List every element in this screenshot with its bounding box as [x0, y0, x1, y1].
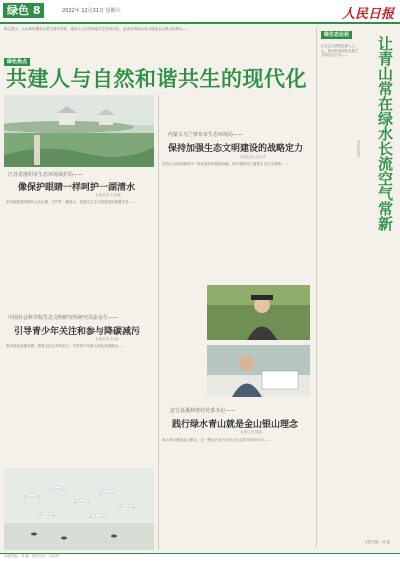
article-2-kicker: 中国社会科学院生态文明研究所研究员张永生——: [8, 315, 119, 321]
article-3-kicker: 内蒙古乌兰察布市生态环境局——: [168, 132, 244, 138]
portrait-photo-1: [207, 285, 310, 340]
sidebar-body: [321, 250, 393, 535]
article-1-body: 洪泽湖是我国第四大淡水湖，守护好一湖清水，是淮安生态文明建设的重要任务……: [6, 200, 136, 204]
section-tag: 绿色焦点: [4, 58, 30, 66]
article-3-title: 保持加强生态文明建设的战略定力: [168, 144, 304, 154]
article-2-byline: 本报记者 刘 毅: [95, 337, 119, 341]
sidebar-divider: [316, 27, 317, 547]
header-rule: [0, 22, 400, 24]
article-3-byline: 本报记者 寇江泽: [240, 155, 266, 159]
sidebar-tag: 绿生态论苑: [321, 31, 352, 39]
article-4-byline: 本报记者 顾春: [240, 430, 263, 434]
sidebar-note: 让生态文明理念深入人心，推动形成绿色发展方式和生活方式……: [321, 44, 359, 57]
article-1-kicker: 江苏省淮阴市生态环境保护局——: [8, 172, 84, 178]
article-1-title: 像保护眼睛一样呵护一湖清水: [18, 183, 136, 193]
article-2-body: 推动绿色低碳发展，需要全社会共同参与，引导青少年树立绿色发展理念……: [6, 344, 125, 348]
wetland-birds-photo: [4, 468, 154, 550]
intro-paragraph: 核心提示：山水林田湖草沙是生命共同体，建设人与自然和谐共生的现代化，必须坚持绿水青山就是金山银山的理念……: [4, 27, 190, 31]
portrait-photo-2: [207, 345, 310, 397]
page-headline: 共建人与自然和谐共生的现代化: [6, 67, 307, 91]
sidebar-byline: 本报评论员: [357, 140, 361, 158]
article-4-kicker: 安吉县溪林坡村党委书记——: [170, 408, 236, 414]
column-divider: [158, 95, 159, 550]
section-label: 绿色 8: [3, 3, 44, 18]
masthead: [0, 0, 400, 22]
article-2-title: 引导青少年关注和参与降碳减污: [14, 327, 141, 337]
issue-date: 2022年 12月31日 星期六: [62, 8, 121, 14]
footer-text: 本版责编：刘 毅 版式设计：沈亦伶: [4, 554, 60, 558]
article-4-body: 绿水青山就是金山银山，这一理念已成为全党全社会的共识和行动……: [162, 438, 271, 442]
sidebar-title: 让青山常在绿水长流空气常新: [376, 36, 394, 231]
newspaper-logo: 人民日报: [341, 7, 394, 22]
article-3-body: 坚持山水林田湖草沙一体化保护和系统治理，筑牢我国北方重要生态安全屏障……: [162, 162, 288, 166]
editor-credit: 本版责编：刘 毅: [364, 540, 390, 544]
landscape-photo: [4, 95, 154, 167]
article-1-byline: 本报记者 王伟健: [95, 193, 121, 197]
page-footer: [0, 553, 400, 566]
article-4-title: 践行绿水青山就是金山银山理念: [172, 420, 299, 430]
